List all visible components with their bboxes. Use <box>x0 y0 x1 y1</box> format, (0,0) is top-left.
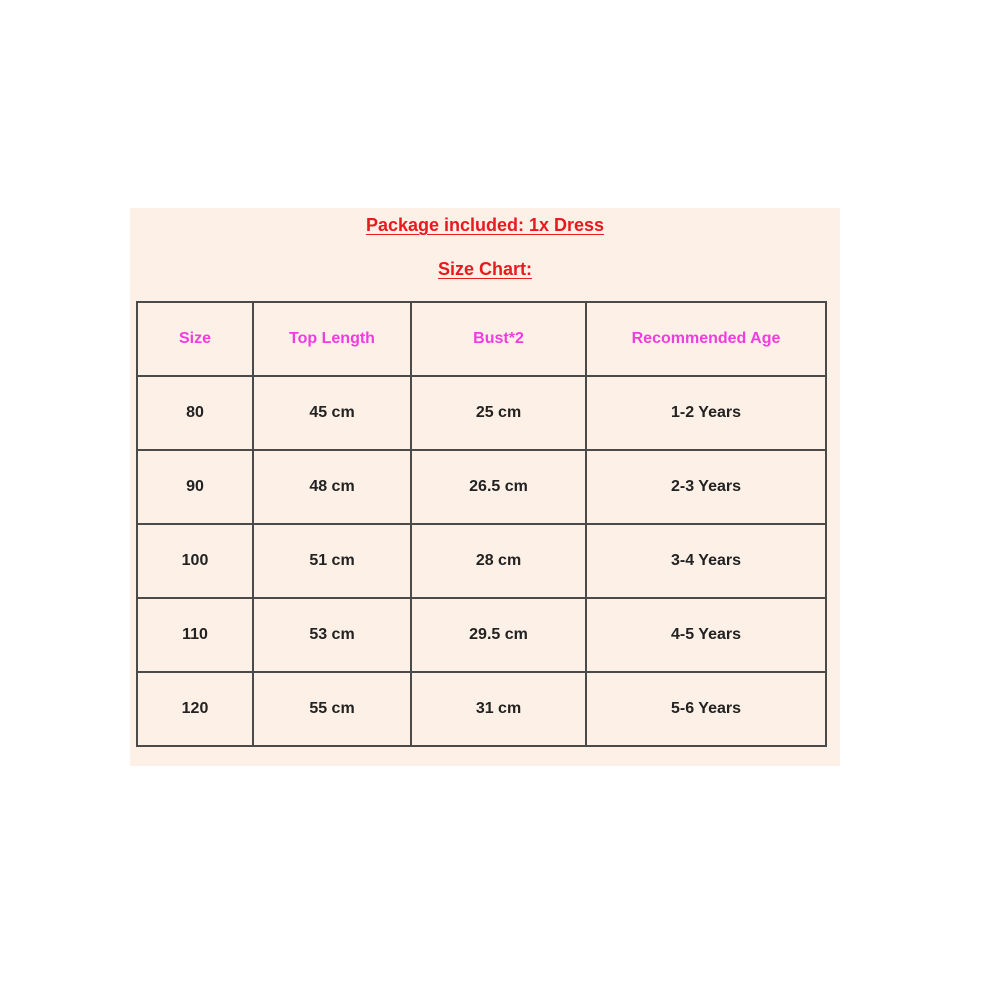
cell-bust: 31 cm <box>411 672 586 746</box>
cell-recommended-age: 2-3 Years <box>586 450 826 524</box>
table-row <box>137 524 826 598</box>
cell-top-length: 48 cm <box>253 450 411 524</box>
cell-bust: 28 cm <box>411 524 586 598</box>
package-included-heading: Package included: 1x Dress <box>365 215 605 235</box>
cell-recommended-age: 5-6 Years <box>586 672 826 746</box>
table-row <box>137 672 826 746</box>
cell-top-length: 55 cm <box>253 672 411 746</box>
header-top-length: Top Length <box>253 302 411 376</box>
cell-recommended-age: 1-2 Years <box>586 376 826 450</box>
cell-bust: 26.5 cm <box>411 450 586 524</box>
table-row <box>137 376 826 450</box>
cell-size: 110 <box>137 598 253 672</box>
header-bust: Bust*2 <box>411 302 586 376</box>
cell-size: 100 <box>137 524 253 598</box>
cell-bust: 25 cm <box>411 376 586 450</box>
cell-size: 90 <box>137 450 253 524</box>
cell-size: 80 <box>137 376 253 450</box>
table-header-row <box>137 302 826 376</box>
cell-top-length: 45 cm <box>253 376 411 450</box>
cell-size: 120 <box>137 672 253 746</box>
cell-top-length: 51 cm <box>253 524 411 598</box>
cell-top-length: 53 cm <box>253 598 411 672</box>
size-chart-title: Size Chart: <box>437 259 533 279</box>
header-size: Size <box>137 302 253 376</box>
cell-recommended-age: 4-5 Years <box>586 598 826 672</box>
header-recommended-age: Recommended Age <box>586 302 826 376</box>
table-row <box>137 598 826 672</box>
cell-recommended-age: 3-4 Years <box>586 524 826 598</box>
size-table <box>136 301 827 747</box>
size-chart-panel <box>130 208 840 766</box>
table-row <box>137 450 826 524</box>
cell-bust: 29.5 cm <box>411 598 586 672</box>
